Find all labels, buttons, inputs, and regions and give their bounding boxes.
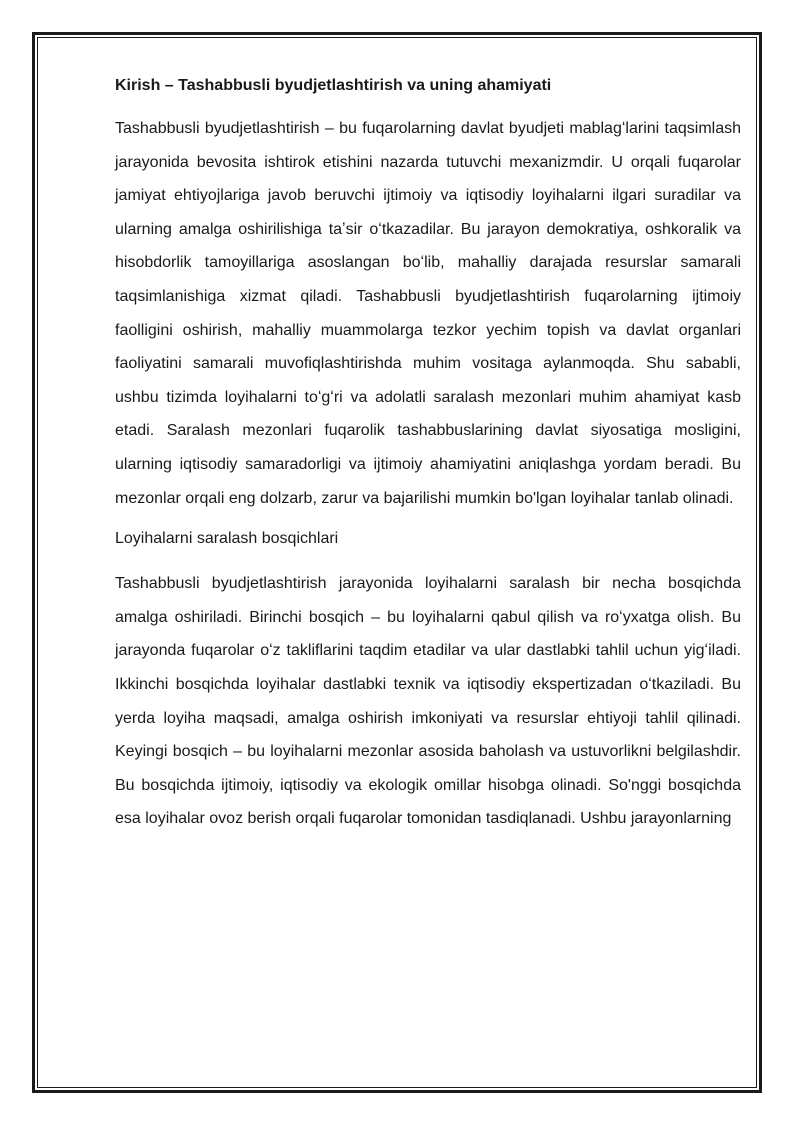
section-heading: Kirish – Tashabbusli byudjetlashtirish va uning ahamiyati xyxy=(115,77,552,94)
page-content xyxy=(115,70,741,836)
stages-paragraph: Tashabbusli byudjetlashtirish jarayonida loyihalarni saralash bir necha bosqichda amalga oshiriladi. Birinchi bosqich – bu loyihalarni qabul qilish va roʻyxatga olish. Bu jarayonda fuqarolar oʻz takliflarini taqdim etadilar va ular dastlabki tahlil uchun yigʻiladi. Ikkinchi bosqichda loyihalar dastlabki texnik va iqtisodiy ekspertizadan oʻtkaziladi. Bu yerda loyiha maqsadi, amalga oshirish imkoniyati va resurslar ehtiyoji tahlil qilinadi. Keyingi bosqich – bu loyihalarni mezonlar asosida baholash va ustuvorlikni belgilashdir. Bu bosqichda ijtimoiy, iqtisodiy va ekologik omillar hisobga olinadi. So'nggi bosqichda esa loyihalar ovoz berish orqali fuqarolar tomonidan tasdiqlanadi. Ushbu jarayonlarning xyxy=(115,575,741,828)
section-subheading: Loyihalarni saralash bosqichlari xyxy=(115,530,339,548)
intro-paragraph: Tashabbusli byudjetlashtirish – bu fuqarolarning davlat byudjeti mablagʻlarini taqsimlash jarayonida bevosita ishtirok etishini nazarda tutuvchi mexanizmdir. U orqali fuqarolar jamiyat ehtiyojlariga javob beruvchi ijtimoiy va iqtisodiy loyihalarni ilgari suradilar va ularning amalga oshirilishiga taʼsir oʻtkazadilar. Bu jarayon demokratiya, oshkoralik va hisobdorlik tamoyillariga asoslangan boʻlib, mahalliy darajada resurslar samarali taqsimlanishiga xizmat qiladi. Tashabbusli byudjetlashtirish fuqarolarning ijtimoiy faolligini oshirish, mahalliy muammolarga tezkor yechim topish va davlat organlari faoliyatini samarali muvofiqlashtirishda muhim vositaga aylanmoqda. Shu sababli, ushbu tizimda loyihalarni toʻgʻri va adolatli saralash mezonlari muhim ahamiyat kasb etadi. Saralash mezonlari fuqarolik tashabbuslarining davlat siyosatiga mosligini, ularning iqtisodiy samaradorligi va ijtimoiy ahamiyatini aniqlashga yordam beradi. Bu mezonlar orqali eng dolzarb, zarur va bajarilishi mumkin bo'lgan loyihalar tanlab olinadi. xyxy=(115,120,741,507)
